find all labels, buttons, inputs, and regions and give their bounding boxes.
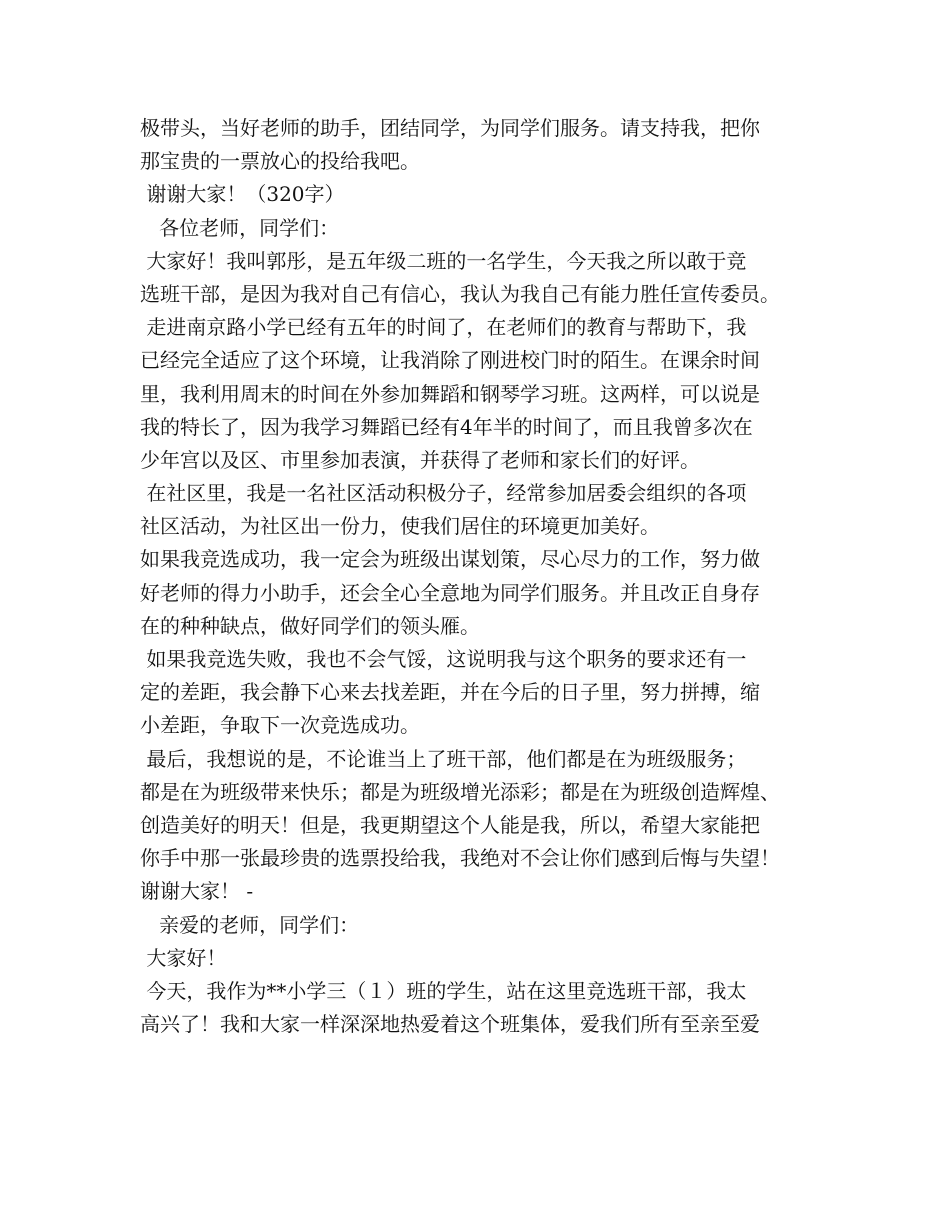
text-line: 极带头，当好老师的助手，团结同学，为同学们服务。请支持我，把你: [140, 116, 760, 140]
text-line: 你手中那一张最珍贵的选票投给我，我绝对不会让你们感到后悔与失望！: [140, 846, 780, 871]
text-line: 走进南京路小学已经有五年的时间了，在老师们的教育与帮助下，我: [140, 315, 747, 340]
text-line: 如果我竞选成功，我一定会为班级出谋划策，尽心尽力的工作，努力做: [140, 547, 760, 572]
text-line: 大家好！我叫郭彤，是五年级二班的一名学生，今天我之所以敢于竞: [140, 248, 747, 273]
text-line: 小差距，争取下一次竞选成功。: [140, 713, 420, 738]
text-line: 大家好！: [140, 945, 227, 970]
text-line: 好老师的得力小助手，还会全心全意地为同学们服务。并且改正自身存: [140, 580, 760, 605]
text-line: 创造美好的明天！但是，我更期望这个人能是我，所以，希望大家能把: [140, 812, 760, 837]
text-line: 最后，我想说的是，不论谁当上了班干部，他们都是在为班级服务；: [140, 746, 747, 771]
text-line: 我的特长了，因为我学习舞蹈已经有4年半的时间了，而且我曾多次在: [140, 414, 753, 439]
body-text: [140, 112, 840, 1041]
text-line: 如果我竞选失败，我也不会气馁，这说明我与这个职务的要求还有一: [140, 647, 747, 671]
text-line: 在的种种缺点，做好同学们的领头雁。: [140, 613, 480, 638]
text-line: 那宝贵的一票放心的投给我吧。: [140, 149, 420, 174]
text-line: 选班干部，是因为我对自己有信心，我认为我自己有能力胜任宣传委员。: [140, 281, 780, 306]
text-line: 今天，我作为**小学三（１）班的学生，站在这里竞选班干部，我太: [140, 978, 747, 1003]
text-line: 定的差距，我会静下心来去找差距，并在今后的日子里，努力拼搏，缩: [140, 680, 760, 705]
text-line: 已经完全适应了这个环境，让我消除了刚进校门时的陌生。在课余时间: [140, 348, 760, 373]
text-line: 都是在为班级带来快乐；都是为班级增光添彩；都是在为班级创造辉煌、: [140, 779, 780, 804]
text-line: 高兴了！我和大家一样深深地热爱着这个班集体，爱我们所有至亲至爱: [140, 1012, 760, 1037]
text-line: 亲爱的老师，同学们：: [140, 912, 360, 937]
text-line: 少年宫以及区、市里参加表演，并获得了老师和家长们的好评。: [140, 447, 700, 472]
text-line: 各位老师，同学们：: [140, 215, 340, 240]
text-line: 社区活动，为社区出一份力，使我们居住的环境更加美好。: [140, 514, 660, 539]
text-line: 在社区里，我是一名社区活动积极分子，经常参加居委会组织的各项: [140, 481, 747, 506]
text-line: 谢谢大家！（320字）: [140, 182, 345, 207]
text-line: 谢谢大家！ -: [140, 879, 254, 904]
text-line: 里，我利用周末的时间在外参加舞蹈和钢琴学习班。这两样，可以说是: [140, 381, 760, 406]
